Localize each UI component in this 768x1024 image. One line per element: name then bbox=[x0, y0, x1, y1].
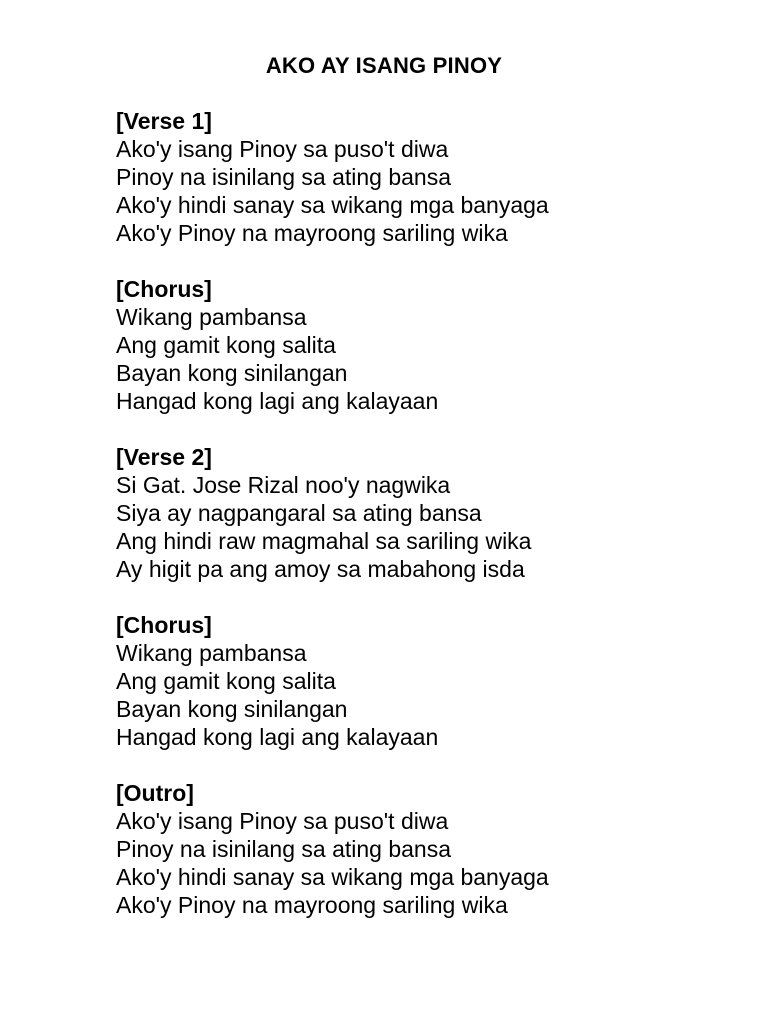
lyric-line: Ako'y isang Pinoy sa puso't diwa bbox=[116, 808, 449, 834]
section-verse-1 bbox=[116, 107, 736, 247]
section-label: [Verse 1] bbox=[116, 108, 212, 134]
section-outro bbox=[116, 779, 736, 919]
lyric-line: Bayan kong sinilangan bbox=[116, 696, 348, 722]
section-label: [Chorus] bbox=[116, 276, 212, 302]
lyric-line: Ang hindi raw magmahal sa sariling wika bbox=[116, 528, 532, 554]
lyric-line: Ay higit pa ang amoy sa mabahong isda bbox=[116, 556, 525, 582]
lyric-line: Ang gamit kong salita bbox=[116, 332, 336, 358]
lyrics-body bbox=[116, 107, 736, 947]
song-title: AKO AY ISANG PINOY bbox=[265, 53, 503, 78]
lyric-line: Ako'y Pinoy na mayroong sariling wika bbox=[116, 892, 508, 918]
lyric-line: Siya ay nagpangaral sa ating bansa bbox=[116, 500, 482, 526]
lyric-line: Wikang pambansa bbox=[116, 640, 307, 666]
lyric-line: Si Gat. Jose Rizal noo'y nagwika bbox=[116, 472, 451, 498]
lyric-line: Hangad kong lagi ang kalayaan bbox=[116, 724, 439, 750]
lyric-line: Bayan kong sinilangan bbox=[116, 360, 348, 386]
section-chorus-2 bbox=[116, 611, 736, 751]
lyric-line: Ako'y isang Pinoy sa puso't diwa bbox=[116, 136, 449, 162]
lyric-line: Ang gamit kong salita bbox=[116, 668, 336, 694]
lyric-line: Ako'y hindi sanay sa wikang mga banyaga bbox=[116, 192, 549, 218]
lyric-line: Hangad kong lagi ang kalayaan bbox=[116, 388, 439, 414]
section-label: [Verse 2] bbox=[116, 444, 212, 470]
lyric-line: Ako'y hindi sanay sa wikang mga banyaga bbox=[116, 864, 549, 890]
lyric-line: Wikang pambansa bbox=[116, 304, 307, 330]
lyric-line: Pinoy na isinilang sa ating bansa bbox=[116, 164, 452, 190]
section-label: [Chorus] bbox=[116, 612, 212, 638]
section-chorus-1 bbox=[116, 275, 736, 415]
section-verse-2 bbox=[116, 443, 736, 583]
section-label: [Outro] bbox=[116, 780, 194, 806]
lyric-line: Pinoy na isinilang sa ating bansa bbox=[116, 836, 452, 862]
lyric-line: Ako'y Pinoy na mayroong sariling wika bbox=[116, 220, 508, 246]
